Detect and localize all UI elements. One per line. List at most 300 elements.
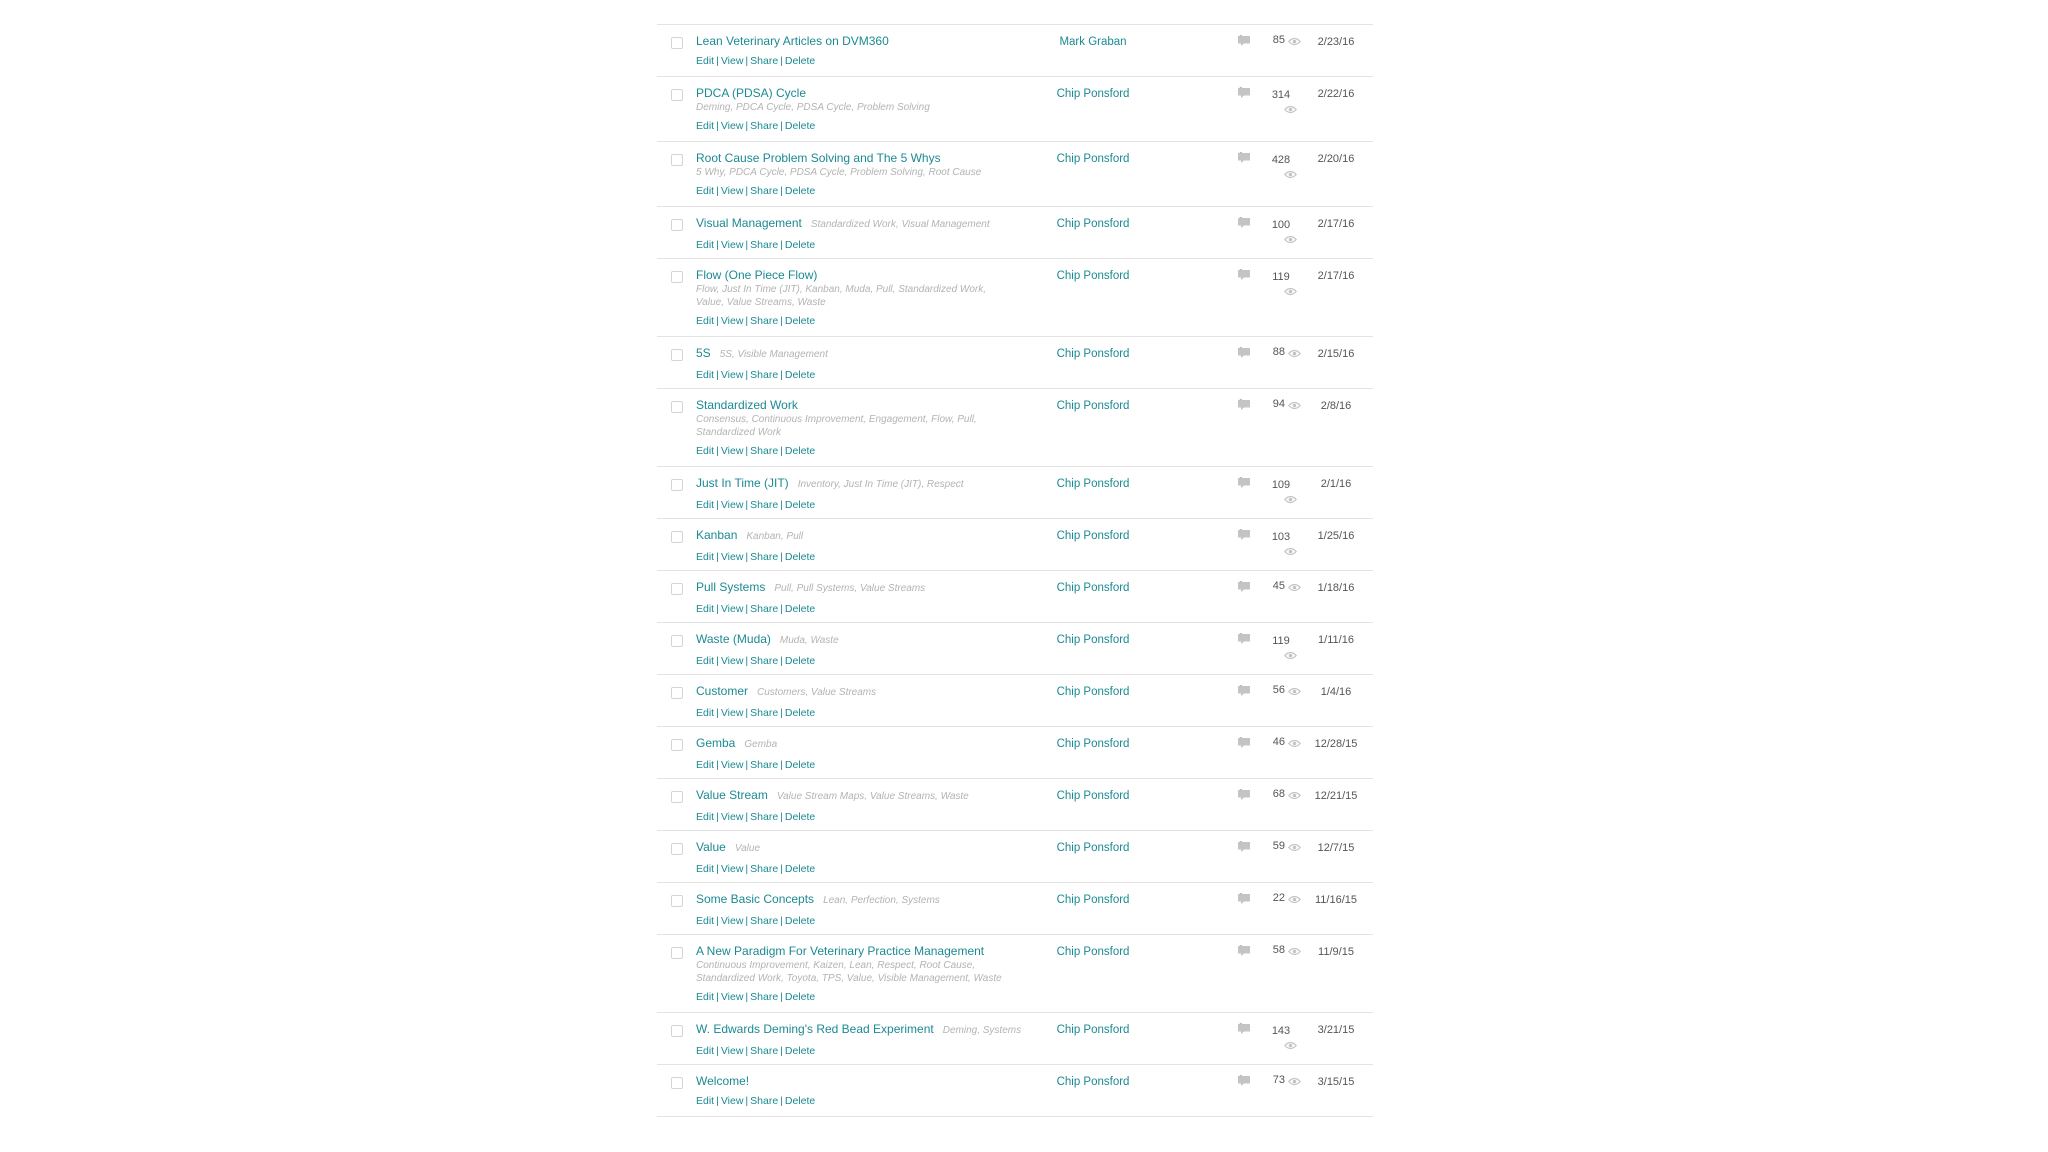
post-tags-line: Consensus, Continuous Improvement, Engagement, Flow, Pull, bbox=[696, 414, 977, 425]
table-row bbox=[657, 1013, 1373, 1065]
delete-link[interactable]: Delete bbox=[784, 1045, 816, 1057]
view-count: 22 bbox=[1272, 892, 1285, 904]
action-separator: | bbox=[745, 120, 749, 132]
delete-link[interactable]: Delete bbox=[784, 863, 816, 875]
author-link[interactable]: Chip Ponsford bbox=[1056, 738, 1130, 750]
post-title-link[interactable]: W. Edwards Deming's Red Bead Experiment bbox=[696, 1022, 934, 1036]
post-date: 1/18/16 bbox=[1317, 582, 1355, 594]
delete-link[interactable]: Delete bbox=[784, 499, 816, 511]
post-date: 2/20/16 bbox=[1317, 153, 1355, 165]
action-separator: | bbox=[780, 707, 783, 719]
post-date: 12/7/15 bbox=[1317, 842, 1355, 854]
post-date: 2/23/16 bbox=[1317, 36, 1355, 48]
share-link[interactable]: Share bbox=[750, 120, 779, 132]
eye-icon bbox=[1288, 843, 1301, 852]
author-link[interactable]: Chip Ponsford bbox=[1056, 842, 1130, 854]
row-actions bbox=[696, 990, 1066, 1004]
row-actions bbox=[696, 862, 1066, 876]
title-line bbox=[696, 397, 1066, 413]
title-line bbox=[696, 1073, 1066, 1089]
view-count: 100 bbox=[1271, 219, 1291, 231]
view-link[interactable]: View bbox=[720, 369, 744, 381]
author-link[interactable]: Chip Ponsford bbox=[1056, 530, 1130, 542]
author-link[interactable]: Chip Ponsford bbox=[1056, 634, 1130, 646]
action-separator: | bbox=[745, 759, 749, 771]
title-cell bbox=[696, 85, 1066, 133]
share-link[interactable]: Share bbox=[750, 991, 779, 1003]
row-checkbox[interactable] bbox=[671, 843, 683, 855]
edit-link[interactable]: Edit bbox=[696, 551, 715, 563]
post-title-link[interactable]: PDCA (PDSA) Cycle bbox=[696, 86, 807, 100]
share-link[interactable]: Share bbox=[750, 315, 779, 327]
author-link[interactable]: Chip Ponsford bbox=[1056, 790, 1130, 802]
title-cell bbox=[696, 839, 1066, 876]
share-link[interactable]: Share bbox=[750, 1095, 779, 1107]
edit-link[interactable]: Edit bbox=[696, 120, 715, 132]
title-line bbox=[696, 891, 1066, 909]
share-link[interactable]: Share bbox=[750, 185, 779, 197]
post-title-link[interactable]: Gemba bbox=[696, 736, 736, 750]
eye-icon bbox=[1288, 791, 1301, 800]
author-link[interactable]: Chip Ponsford bbox=[1056, 478, 1130, 490]
delete-link[interactable]: Delete bbox=[784, 603, 816, 615]
row-checkbox[interactable] bbox=[671, 531, 683, 543]
action-separator: | bbox=[780, 369, 783, 381]
delete-link[interactable]: Delete bbox=[784, 991, 816, 1003]
title-line bbox=[696, 527, 1066, 545]
table-row bbox=[657, 675, 1373, 727]
delete-link[interactable]: Delete bbox=[784, 315, 816, 327]
share-link[interactable]: Share bbox=[750, 499, 779, 511]
action-separator: | bbox=[745, 369, 749, 381]
edit-link[interactable]: Edit bbox=[696, 185, 715, 197]
post-title-link[interactable]: Just In Time (JIT) bbox=[696, 476, 789, 490]
comment-icon bbox=[1238, 946, 1250, 956]
action-separator: | bbox=[716, 1045, 719, 1057]
post-date: 11/16/15 bbox=[1314, 894, 1357, 906]
row-checkbox[interactable] bbox=[671, 791, 683, 803]
edit-link[interactable]: Edit bbox=[696, 603, 715, 615]
post-title-link[interactable]: Waste (Muda) bbox=[696, 632, 771, 646]
post-date: 1/11/16 bbox=[1318, 634, 1354, 646]
title-line bbox=[696, 215, 1066, 233]
edit-link[interactable]: Edit bbox=[696, 655, 715, 667]
edit-link[interactable]: Edit bbox=[696, 863, 715, 875]
table-row bbox=[657, 142, 1373, 207]
view-count: 73 bbox=[1272, 1074, 1285, 1086]
action-separator: | bbox=[716, 120, 719, 132]
comment-icon bbox=[1238, 36, 1250, 46]
row-actions bbox=[696, 758, 1066, 772]
title-cell bbox=[696, 475, 1066, 512]
share-link[interactable]: Share bbox=[750, 239, 779, 251]
action-separator: | bbox=[780, 863, 783, 875]
edit-link[interactable]: Edit bbox=[696, 759, 715, 771]
eye-icon bbox=[1284, 235, 1297, 244]
author-link[interactable]: Mark Graban bbox=[1059, 36, 1127, 48]
action-separator: | bbox=[780, 915, 783, 927]
edit-link[interactable]: Edit bbox=[696, 1095, 715, 1107]
post-date: 2/17/16 bbox=[1317, 270, 1355, 282]
row-checkbox[interactable] bbox=[671, 37, 683, 49]
post-date: 2/1/16 bbox=[1320, 478, 1352, 490]
author-link[interactable]: Chip Ponsford bbox=[1056, 1076, 1130, 1088]
eye-icon bbox=[1284, 287, 1297, 296]
view-count: 85 bbox=[1272, 34, 1285, 46]
action-separator: | bbox=[745, 499, 749, 511]
post-tags: Deming, Systems bbox=[942, 1025, 1022, 1036]
action-separator: | bbox=[780, 185, 783, 197]
row-checkbox[interactable] bbox=[671, 271, 683, 283]
view-count: 314 bbox=[1271, 89, 1291, 101]
author-link[interactable]: Chip Ponsford bbox=[1056, 686, 1130, 698]
post-tags bbox=[696, 959, 1066, 985]
post-title-link[interactable]: Welcome! bbox=[696, 1074, 750, 1088]
post-title-link[interactable]: Some Basic Concepts bbox=[696, 892, 815, 906]
comment-icon bbox=[1238, 634, 1250, 644]
post-tags: 5S, Visible Management bbox=[719, 349, 828, 360]
row-checkbox[interactable] bbox=[671, 687, 683, 699]
view-link[interactable]: View bbox=[720, 120, 744, 132]
post-title-link[interactable]: Customer bbox=[696, 684, 749, 698]
view-count: 109 bbox=[1271, 479, 1291, 491]
title-line bbox=[696, 943, 1066, 959]
title-cell bbox=[696, 33, 1066, 68]
post-title-link[interactable]: Flow (One Piece Flow) bbox=[696, 268, 818, 282]
edit-link[interactable]: Edit bbox=[696, 55, 715, 67]
posts-table bbox=[657, 24, 1373, 1117]
title-cell bbox=[696, 1073, 1066, 1108]
post-title-link[interactable]: Lean Veterinary Articles on DVM360 bbox=[696, 34, 889, 48]
view-count: 103 bbox=[1271, 531, 1291, 543]
action-separator: | bbox=[745, 603, 749, 615]
edit-link[interactable]: Edit bbox=[696, 707, 715, 719]
title-line bbox=[696, 1021, 1066, 1039]
row-actions bbox=[696, 238, 1066, 252]
title-cell bbox=[696, 150, 1066, 198]
action-separator: | bbox=[716, 991, 719, 1003]
delete-link[interactable]: Delete bbox=[784, 551, 816, 563]
post-tags: Value Stream Maps, Value Streams, Waste bbox=[776, 791, 969, 802]
eye-icon bbox=[1284, 105, 1297, 114]
author-link[interactable]: Chip Ponsford bbox=[1056, 153, 1130, 165]
title-cell bbox=[696, 735, 1066, 772]
edit-link[interactable]: Edit bbox=[696, 915, 715, 927]
row-checkbox[interactable] bbox=[671, 349, 683, 361]
edit-link[interactable]: Edit bbox=[696, 991, 715, 1003]
view-count: 119 bbox=[1272, 271, 1290, 283]
share-link[interactable]: Share bbox=[750, 55, 779, 67]
row-checkbox[interactable] bbox=[671, 583, 683, 595]
action-separator: | bbox=[780, 603, 783, 615]
author-link[interactable]: Chip Ponsford bbox=[1056, 946, 1130, 958]
eye-icon bbox=[1284, 651, 1297, 660]
share-link[interactable]: Share bbox=[750, 551, 779, 563]
view-count: 56 bbox=[1272, 684, 1285, 696]
edit-link[interactable]: Edit bbox=[696, 499, 715, 511]
row-actions bbox=[696, 314, 1066, 328]
row-actions bbox=[696, 914, 1066, 928]
edit-link[interactable]: Edit bbox=[696, 445, 715, 457]
action-separator: | bbox=[745, 1095, 749, 1107]
post-date: 12/28/15 bbox=[1314, 738, 1358, 750]
post-tags-line: Deming, PDCA Cycle, PDSA Cycle, Problem Solving bbox=[696, 102, 930, 113]
author-link[interactable]: Chip Ponsford bbox=[1056, 894, 1130, 906]
title-cell bbox=[696, 683, 1066, 720]
share-link[interactable]: Share bbox=[750, 445, 779, 457]
delete-link[interactable]: Delete bbox=[784, 915, 816, 927]
action-separator: | bbox=[716, 445, 719, 457]
view-link[interactable]: View bbox=[720, 811, 744, 823]
delete-link[interactable]: Delete bbox=[784, 707, 816, 719]
row-actions bbox=[696, 368, 1066, 382]
table-row bbox=[657, 467, 1373, 519]
row-checkbox[interactable] bbox=[671, 219, 683, 231]
post-title-link[interactable]: 5S bbox=[696, 346, 711, 360]
eye-icon bbox=[1288, 739, 1301, 748]
view-link[interactable]: View bbox=[720, 239, 744, 251]
action-separator: | bbox=[745, 185, 749, 197]
post-title-link[interactable]: Root Cause Problem Solving and The 5 Whys bbox=[696, 151, 941, 165]
author-link[interactable]: Chip Ponsford bbox=[1056, 582, 1130, 594]
view-link[interactable]: View bbox=[720, 1095, 744, 1107]
view-count: 94 bbox=[1272, 398, 1285, 410]
row-checkbox[interactable] bbox=[671, 739, 683, 751]
action-separator: | bbox=[745, 551, 749, 563]
title-line bbox=[696, 267, 1066, 283]
view-link[interactable]: View bbox=[720, 655, 744, 667]
comment-icon bbox=[1238, 153, 1250, 163]
view-link[interactable]: View bbox=[720, 1045, 744, 1057]
row-actions bbox=[696, 602, 1066, 616]
action-separator: | bbox=[780, 55, 783, 67]
post-tags: Pull, Pull Systems, Value Streams bbox=[774, 583, 926, 594]
post-title-link[interactable]: Standardized Work bbox=[696, 398, 798, 412]
title-line bbox=[696, 85, 1066, 101]
table-row bbox=[657, 623, 1373, 675]
comment-icon bbox=[1238, 686, 1250, 696]
comment-icon bbox=[1238, 738, 1250, 748]
row-checkbox[interactable] bbox=[671, 1077, 683, 1089]
view-link[interactable]: View bbox=[720, 445, 744, 457]
table-row bbox=[657, 337, 1373, 389]
post-date: 12/21/15 bbox=[1314, 790, 1358, 802]
row-actions bbox=[696, 54, 1066, 68]
post-tags-line: Value, Value Streams, Waste bbox=[696, 297, 826, 308]
post-title-link[interactable]: Value Stream bbox=[696, 788, 768, 802]
action-separator: | bbox=[716, 863, 719, 875]
row-checkbox[interactable] bbox=[671, 401, 683, 413]
title-cell bbox=[696, 345, 1066, 382]
post-title-link[interactable]: Kanban bbox=[696, 528, 738, 542]
author-link[interactable]: Chip Ponsford bbox=[1056, 88, 1130, 100]
eye-icon bbox=[1288, 349, 1301, 358]
row-checkbox[interactable] bbox=[671, 479, 683, 491]
eye-icon bbox=[1284, 1041, 1297, 1050]
post-tags: Standardized Work, Visual Management bbox=[810, 219, 990, 230]
title-line bbox=[696, 345, 1066, 363]
comment-icon bbox=[1238, 842, 1250, 852]
edit-link[interactable]: Edit bbox=[696, 369, 715, 381]
author-link[interactable]: Chip Ponsford bbox=[1056, 348, 1130, 360]
edit-link[interactable]: Edit bbox=[696, 811, 715, 823]
view-count: 119 bbox=[1272, 635, 1290, 647]
action-separator: | bbox=[716, 603, 719, 615]
row-actions bbox=[696, 1094, 1066, 1108]
share-link[interactable]: Share bbox=[750, 811, 779, 823]
share-link[interactable]: Share bbox=[750, 915, 779, 927]
view-link[interactable]: View bbox=[720, 55, 744, 67]
view-link[interactable]: View bbox=[720, 991, 744, 1003]
row-checkbox[interactable] bbox=[671, 89, 683, 101]
author-link[interactable]: Chip Ponsford bbox=[1056, 270, 1130, 282]
view-link[interactable]: View bbox=[720, 707, 744, 719]
comment-icon bbox=[1238, 894, 1250, 904]
title-line bbox=[696, 787, 1066, 805]
view-link[interactable]: View bbox=[720, 551, 744, 563]
eye-icon bbox=[1288, 895, 1301, 904]
edit-link[interactable]: Edit bbox=[696, 315, 715, 327]
delete-link[interactable]: Delete bbox=[784, 811, 816, 823]
comment-icon bbox=[1238, 400, 1250, 410]
delete-link[interactable]: Delete bbox=[784, 759, 816, 771]
row-checkbox[interactable] bbox=[671, 947, 683, 959]
view-link[interactable]: View bbox=[720, 915, 744, 927]
view-link[interactable]: View bbox=[720, 603, 744, 615]
table-row bbox=[657, 831, 1373, 883]
view-link[interactable]: View bbox=[720, 499, 744, 511]
action-separator: | bbox=[780, 499, 783, 511]
post-tags: Gemba bbox=[744, 739, 778, 750]
post-date: 2/22/16 bbox=[1317, 88, 1355, 100]
share-link[interactable]: Share bbox=[750, 603, 779, 615]
delete-link[interactable]: Delete bbox=[784, 445, 816, 457]
post-tags: Kanban, Pull bbox=[746, 531, 804, 542]
action-separator: | bbox=[745, 1045, 749, 1057]
post-tags: Muda, Waste bbox=[779, 635, 839, 646]
row-checkbox[interactable] bbox=[671, 154, 683, 166]
post-date: 3/15/15 bbox=[1317, 1076, 1355, 1088]
post-tags bbox=[696, 413, 1066, 439]
eye-icon bbox=[1288, 583, 1301, 592]
action-separator: | bbox=[716, 811, 719, 823]
post-title-link[interactable]: Visual Management bbox=[696, 216, 802, 230]
author-link[interactable]: Chip Ponsford bbox=[1056, 1024, 1130, 1036]
eye-icon bbox=[1288, 37, 1301, 46]
post-tags-line: Continuous Improvement, Kaizen, Lean, Respect, Root Cause, bbox=[696, 960, 976, 971]
row-actions bbox=[696, 1044, 1066, 1058]
share-link[interactable]: Share bbox=[750, 1045, 779, 1057]
view-count: 45 bbox=[1272, 580, 1285, 592]
action-separator: | bbox=[745, 863, 749, 875]
comment-icon bbox=[1238, 1024, 1250, 1034]
view-link[interactable]: View bbox=[720, 315, 744, 327]
post-tags-line: Standardized Work, Toyota, TPS, Value, Visible Management, Waste bbox=[696, 973, 1002, 984]
comment-icon bbox=[1238, 582, 1250, 592]
eye-icon bbox=[1288, 687, 1301, 696]
action-separator: | bbox=[745, 55, 749, 67]
action-separator: | bbox=[780, 1045, 783, 1057]
title-cell bbox=[696, 267, 1066, 328]
post-date: 1/4/16 bbox=[1320, 686, 1352, 698]
action-separator: | bbox=[716, 707, 719, 719]
delete-link[interactable]: Delete bbox=[784, 55, 816, 67]
author-link[interactable]: Chip Ponsford bbox=[1056, 218, 1130, 230]
share-link[interactable]: Share bbox=[750, 369, 779, 381]
delete-link[interactable]: Delete bbox=[784, 1095, 816, 1107]
post-date: 3/21/15 bbox=[1317, 1024, 1355, 1036]
table-row bbox=[657, 1065, 1373, 1117]
post-tags bbox=[696, 166, 1066, 179]
action-separator: | bbox=[745, 445, 749, 457]
post-title-link[interactable]: Pull Systems bbox=[696, 580, 766, 594]
delete-link[interactable]: Delete bbox=[784, 185, 816, 197]
action-separator: | bbox=[780, 991, 783, 1003]
view-link[interactable]: View bbox=[720, 185, 744, 197]
action-separator: | bbox=[716, 239, 719, 251]
row-actions bbox=[696, 550, 1066, 564]
row-checkbox[interactable] bbox=[671, 895, 683, 907]
table-row bbox=[657, 77, 1373, 142]
comment-icon bbox=[1238, 218, 1250, 228]
row-checkbox[interactable] bbox=[671, 1025, 683, 1037]
eye-icon bbox=[1288, 1077, 1301, 1086]
delete-link[interactable]: Delete bbox=[784, 655, 816, 667]
share-link[interactable]: Share bbox=[750, 655, 779, 667]
eye-icon bbox=[1288, 947, 1301, 956]
title-cell bbox=[696, 943, 1066, 1004]
author-link[interactable]: Chip Ponsford bbox=[1056, 400, 1130, 412]
view-link[interactable]: View bbox=[720, 759, 744, 771]
share-link[interactable]: Share bbox=[750, 863, 779, 875]
post-date: 2/15/16 bbox=[1317, 348, 1355, 360]
action-separator: | bbox=[745, 315, 749, 327]
action-separator: | bbox=[716, 55, 719, 67]
delete-link[interactable]: Delete bbox=[784, 369, 816, 381]
post-tags: Lean, Perfection, Systems bbox=[823, 895, 940, 906]
title-cell bbox=[696, 631, 1066, 668]
edit-link[interactable]: Edit bbox=[696, 239, 715, 251]
table-row bbox=[657, 389, 1373, 467]
view-count: 428 bbox=[1271, 154, 1291, 166]
share-link[interactable]: Share bbox=[750, 707, 779, 719]
title-cell bbox=[696, 891, 1066, 928]
action-separator: | bbox=[716, 369, 719, 381]
title-line bbox=[696, 150, 1066, 166]
view-count: 46 bbox=[1272, 736, 1285, 748]
action-separator: | bbox=[780, 315, 783, 327]
view-link[interactable]: View bbox=[720, 863, 744, 875]
post-title-link[interactable]: Value bbox=[696, 840, 726, 854]
title-line bbox=[696, 33, 1066, 49]
action-separator: | bbox=[716, 499, 719, 511]
row-checkbox[interactable] bbox=[671, 635, 683, 647]
action-separator: | bbox=[780, 811, 783, 823]
share-link[interactable]: Share bbox=[750, 759, 779, 771]
eye-icon bbox=[1284, 495, 1297, 504]
action-separator: | bbox=[780, 239, 783, 251]
edit-link[interactable]: Edit bbox=[696, 1045, 715, 1057]
comment-icon bbox=[1238, 270, 1250, 280]
row-actions bbox=[696, 706, 1066, 720]
delete-link[interactable]: Delete bbox=[784, 239, 816, 251]
row-actions bbox=[696, 810, 1066, 824]
post-tags: Inventory, Just In Time (JIT), Respect bbox=[797, 479, 964, 490]
title-cell bbox=[696, 579, 1066, 616]
action-separator: | bbox=[780, 551, 783, 563]
post-title-link[interactable]: A New Paradigm For Veterinary Practice Management bbox=[696, 944, 985, 958]
delete-link[interactable]: Delete bbox=[784, 120, 816, 132]
